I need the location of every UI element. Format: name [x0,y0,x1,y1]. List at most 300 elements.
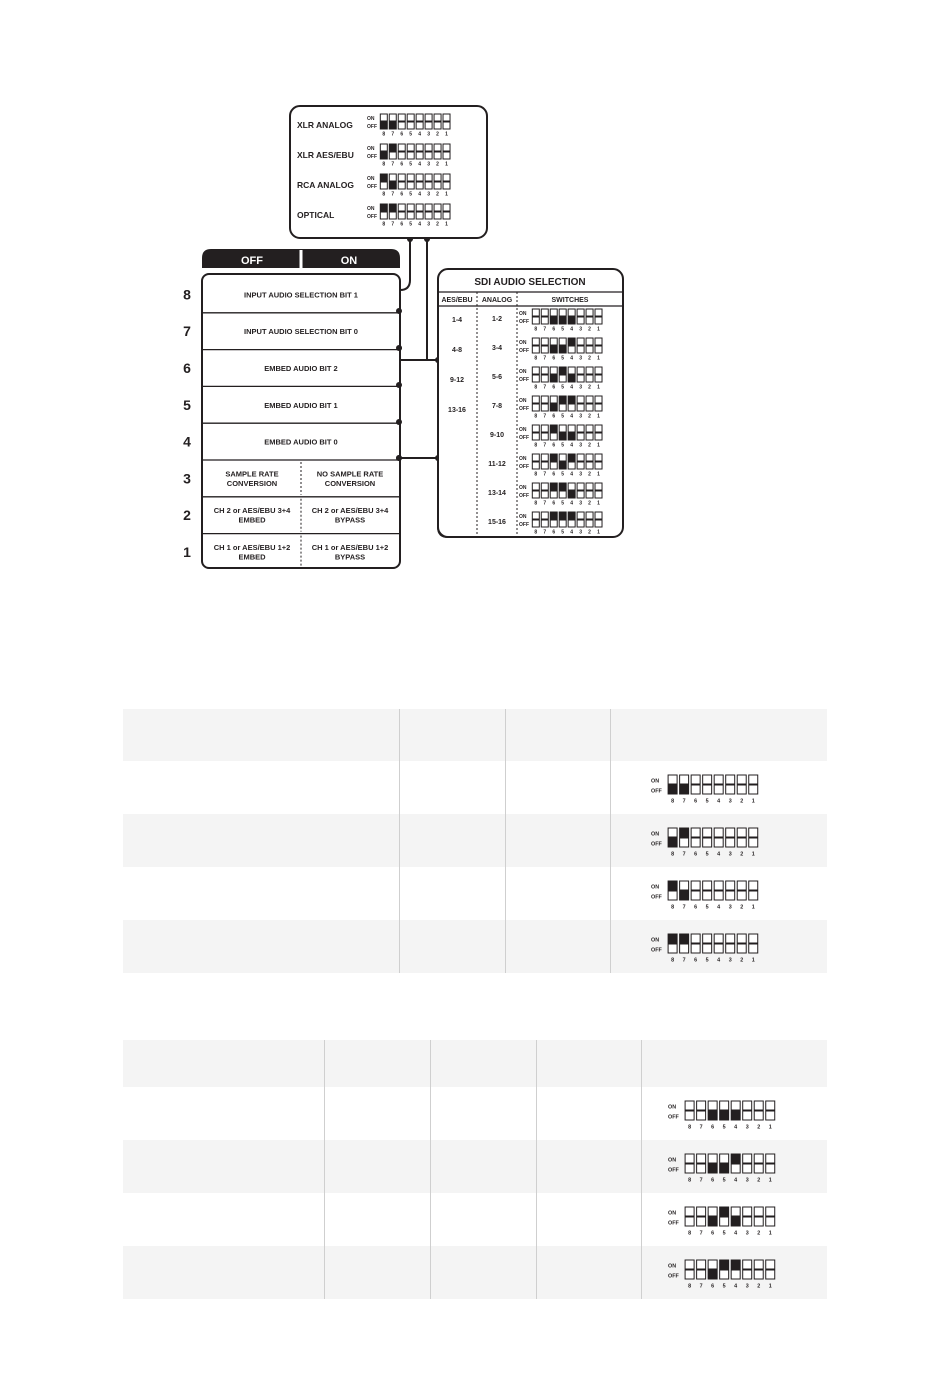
switch-on-description: NO SAMPLE RATE CONVERSION [316,469,384,488]
switch-off-cell [702,891,711,900]
switch-on-cell [708,1101,717,1110]
switch-number: 4 [570,326,574,333]
switch-number: 4 [733,1230,737,1237]
switch-on-cell [434,174,441,181]
off-label: OFF [367,213,377,220]
switch-number: 4 [716,904,720,911]
switch-off-cell [765,1217,774,1226]
switch-on-cell [559,425,566,432]
switch-on-cell [389,204,396,211]
switch-number: 4 [716,957,720,964]
switch-off-cell [425,122,432,129]
switch-number: 3 [579,413,582,420]
switch-off-cell [568,404,575,411]
off-label: OFF [519,434,529,441]
switch-off-cell [577,375,584,382]
switch-off-cell [754,1270,763,1279]
switch-off-cell [725,838,734,847]
switch-number: 6 [400,131,404,138]
switch-number: 3 [579,355,582,362]
switch-on-cell [550,425,557,432]
switch-off-cell [398,122,405,129]
switch-off-cell [559,520,566,527]
switch-number: 2 [436,221,439,228]
switch-on-cell [532,425,539,432]
switch-on-cell [668,934,677,943]
switch-off-cell [748,785,757,794]
on-label: ON [519,426,527,433]
off-label: OFF [519,318,529,325]
switch-number: 6 [693,798,697,805]
switch-number: 6 [693,851,697,858]
switch-number-label: 2 [183,507,191,524]
off-label: OFF [367,153,377,160]
switch-on-cell [532,396,539,403]
switch-number: 1 [768,1124,772,1131]
switch-off-cell [550,520,557,527]
switch-number: 8 [534,355,538,362]
switch-off-cell [577,317,584,324]
switch-number: 8 [534,500,538,507]
switch-off-cell [679,891,688,900]
switch-off-cell [586,491,593,498]
switch-off-cell [380,212,387,219]
switch-on-cell [541,425,548,432]
table-dip-switch [651,775,758,805]
switch-off-cell [532,433,539,440]
switch-off-cell [691,838,700,847]
switch-off-cell [559,491,566,498]
switch-on-cell [416,174,423,181]
switch-off-cell [568,375,575,382]
sdi-aes-value: 1-4 [451,317,463,324]
switch-number: 3 [745,1230,749,1237]
switch-number: 1 [597,326,600,333]
table-cell [641,1193,827,1246]
switch-number: 6 [552,442,556,449]
switch-off-cell [731,1164,740,1173]
switch-off-cell [691,891,700,900]
switch-on-cell [380,174,387,181]
switch-number: 7 [699,1177,703,1184]
switch-number: 8 [670,904,674,911]
on-label: ON [519,397,527,404]
switch-off-cell [595,462,602,469]
switch-number: 6 [552,500,556,507]
switch-on-cell [696,1260,705,1269]
table-dip-switch [668,1101,775,1131]
switch-number: 6 [552,471,556,478]
switch-off-cell [586,433,593,440]
switch-off-cell [577,491,584,498]
switch-on-cell [737,881,746,890]
switch-on-cell [754,1260,763,1269]
switch-off-cell [541,462,548,469]
switch-off-cell [765,1164,774,1173]
switch-off-cell [443,152,450,159]
dip-switch-graphic [611,867,841,920]
switch-on-cell [443,174,450,181]
on-label: ON [519,513,527,520]
table-cell [399,709,505,761]
switch-off-cell [737,944,746,953]
switch-number: 1 [768,1283,772,1290]
switch-number: 3 [745,1283,749,1290]
switch-on-cell [559,512,566,519]
switch-on-cell [719,1154,728,1163]
switch-off-cell [577,462,584,469]
switch-number: 4 [716,798,720,805]
sdi-selection-table [123,1040,827,1299]
switch-off-cell [586,317,593,324]
switch-off-cell [685,1164,694,1173]
switch-number: 2 [588,355,591,362]
table-cell [610,814,827,867]
switch-number: 4 [733,1283,737,1290]
table-cell [536,1193,641,1246]
on-label: ON [519,310,527,317]
switch-off-cell [541,433,548,440]
switch-number-label: 6 [183,360,191,376]
switch-number: 4 [733,1177,737,1184]
table-cell [123,1040,324,1087]
switch-off-cell [708,1111,717,1120]
switch-number: 2 [436,191,439,198]
switch-number: 3 [745,1124,749,1131]
switch-off-cell [702,785,711,794]
switch-on-cell [550,483,557,490]
switch-off-cell [754,1164,763,1173]
switch-number: 7 [391,161,395,168]
switch-on-cell [434,204,441,211]
switch-off-description: SAMPLE RATE CONVERSION [225,469,279,488]
switch-number: 2 [756,1283,760,1290]
table-dip-switch [651,881,758,911]
switch-on-cell [714,775,723,784]
switch-number: 6 [710,1124,714,1131]
switch-off-cell [731,1270,740,1279]
switch-on-cell [380,204,387,211]
table-cell [123,1193,324,1246]
switch-on-cell [577,425,584,432]
switch-off-cell [691,785,700,794]
switch-on-cell [685,1260,694,1269]
off-label: OFF [667,1220,679,1227]
switch-off-cell [380,122,387,129]
switch-number: 5 [409,131,413,138]
switch-off-cell [696,1111,705,1120]
off-label: OFF [519,405,529,412]
switch-on-cell [550,367,557,374]
switch-off-cell [407,212,414,219]
switch-number: 2 [588,471,591,478]
switch-on-cell [586,309,593,316]
switch-off-cell [754,1217,763,1226]
switch-on-cell [714,828,723,837]
switch-off-cell [696,1270,705,1279]
switch-number: 2 [739,851,743,858]
switch-on-cell [595,512,602,519]
switch-number: 8 [534,326,538,333]
switch-on-cell [586,512,593,519]
switch-on-cell [407,114,414,121]
switch-on-cell [754,1101,763,1110]
switch-number: 2 [588,442,591,449]
switch-off-cell [714,785,723,794]
switch-off-cell [702,838,711,847]
switch-on-cell [416,204,423,211]
sdi-header-analog: ANALOG [481,297,513,304]
switch-off-cell [550,491,557,498]
switch-number: 3 [579,529,582,536]
switch-number: 1 [597,471,600,478]
switch-on-cell [691,934,700,943]
switch-off-cell [398,212,405,219]
switch-number: 3 [728,904,732,911]
switch-number: 5 [409,161,413,168]
switch-on-cell [568,338,575,345]
switch-off-cell [702,944,711,953]
switch-number: 1 [597,529,600,536]
switch-on-cell [691,828,700,837]
switch-on-cell [577,396,584,403]
switch-on-cell [586,338,593,345]
switch-number: 6 [552,529,556,536]
switch-number: 5 [705,798,709,805]
switch-off-cell [425,182,432,189]
switch-off-cell [550,346,557,353]
switch-on-cell [568,425,575,432]
switch-off-cell [425,152,432,159]
switch-off-cell [434,152,441,159]
switch-number: 6 [400,221,404,228]
switch-on-cell [550,396,557,403]
on-label: ON [667,1104,676,1111]
switch-off-cell [685,1217,694,1226]
dip-switch-diagram [0,0,950,640]
switch-number: 2 [588,500,591,507]
switch-off-cell [725,785,734,794]
table-cell [505,814,610,867]
switch-off-cell [708,1217,717,1226]
table-row [123,1140,827,1193]
switch-on-cell [586,367,593,374]
on-label: ON [519,339,527,346]
switch-number: 7 [543,442,547,449]
off-label: OFF [519,347,529,354]
off-label: OFF [667,1273,679,1280]
switch-on-cell [725,828,734,837]
switch-on-cell [532,512,539,519]
switch-on-cell [568,367,575,374]
switch-number: 1 [445,131,448,138]
switch-off-cell [679,785,688,794]
switch-on-description: CH 1 or AES/EBU 1+2 BYPASS [311,543,389,562]
switch-on-cell [685,1154,694,1163]
switch-number: 8 [670,957,674,964]
switch-off-cell [550,433,557,440]
switch-number: 4 [716,851,720,858]
switch-on-cell [719,1101,728,1110]
table-cell [324,1246,430,1299]
input-type-label: XLR AES/EBU [297,150,354,160]
switch-on-cell [696,1154,705,1163]
switch-on-cell [568,396,575,403]
switch-off-cell [541,404,548,411]
switch-on-cell [559,454,566,461]
table-row [123,867,827,920]
switch-off-cell [742,1270,751,1279]
switch-on-cell [696,1101,705,1110]
switch-off-cell [568,462,575,469]
table-cell [505,867,610,920]
table-cell [324,1140,430,1193]
switch-on-cell [595,309,602,316]
sdi-aes-value: 4-8 [451,347,463,354]
switch-number: 5 [722,1124,726,1131]
header-off-label: OFF [241,255,263,267]
dip-switch-graphic [611,814,841,867]
switch-on-cell [668,881,677,890]
switch-on-cell [577,512,584,519]
switch-off-cell [568,346,575,353]
switch-on-cell [708,1260,717,1269]
switch-off-cell [731,1111,740,1120]
switch-off-cell [668,785,677,794]
table-cell [123,1087,324,1140]
table-row [123,814,827,867]
switch-off-cell [685,1270,694,1279]
switch-off-description: CH 1 or AES/EBU 1+2 EMBED [213,543,291,562]
table-cell [610,867,827,920]
switch-off-cell [748,944,757,953]
switch-on-cell [568,309,575,316]
switch-on-cell [725,775,734,784]
switch-off-cell [389,152,396,159]
switch-off-cell [725,891,734,900]
switch-off-cell [719,1270,728,1279]
switch-number: 7 [682,904,686,911]
switch-number: 5 [722,1283,726,1290]
switch-off-cell [708,1164,717,1173]
switch-on-cell [737,828,746,837]
switch-number: 3 [579,442,582,449]
switch-number-label: 1 [183,544,191,560]
switch-off-cell [541,491,548,498]
switch-number: 1 [597,384,600,391]
switch-off-cell [532,375,539,382]
switch-off-cell [559,404,566,411]
switch-number: 7 [543,384,547,391]
switch-number: 1 [751,904,755,911]
switch-off-cell [577,346,584,353]
switch-on-cell [541,396,548,403]
switch-number: 8 [382,221,386,228]
switch-on-cell [577,367,584,374]
off-label: OFF [519,492,529,499]
switch-on-cell [568,454,575,461]
table-cell [536,1040,641,1087]
switch-on-cell [586,454,593,461]
switch-on-cell [595,396,602,403]
switch-number: 7 [543,326,547,333]
switch-on-cell [691,881,700,890]
switch-number: 1 [751,798,755,805]
switch-off-cell [719,1111,728,1120]
switch-number: 3 [427,131,430,138]
table-cell [536,1246,641,1299]
switch-number: 6 [400,161,404,168]
switch-on-cell [380,114,387,121]
switch-number-label: 8 [183,286,191,303]
switch-on-cell [765,1101,774,1110]
switch-number: 8 [687,1124,691,1131]
switch-on-cell [595,425,602,432]
switch-on-cell [398,114,405,121]
switch-number: 7 [543,413,547,420]
switch-off-cell [568,317,575,324]
sdi-panel-title: SDI AUDIO SELECTION [474,277,586,288]
switch-number: 6 [552,413,556,420]
switch-off-cell [742,1164,751,1173]
connector-dots [396,236,441,461]
off-label: OFF [650,841,662,848]
switch-number: 8 [534,471,538,478]
switch-on-cell [389,144,396,151]
table-dip-switch [651,934,758,964]
switch-number: 2 [588,529,591,536]
switch-number: 5 [561,529,565,536]
table-cell [399,920,505,973]
table-cell [324,1193,430,1246]
switch-on-cell [559,367,566,374]
switch-off-cell [434,122,441,129]
switch-number: 5 [409,221,413,228]
switch-on-cell [595,454,602,461]
switch-on-cell [702,828,711,837]
switch-number: 5 [722,1230,726,1237]
switch-description: EMBED AUDIO BIT 2 [264,364,338,373]
switch-on-cell [425,144,432,151]
off-label: OFF [367,183,377,190]
table-dip-switch [668,1260,775,1290]
switch-off-cell [407,182,414,189]
switch-on-cell [754,1154,763,1163]
switch-on-cell [559,338,566,345]
switch-off-cell [434,182,441,189]
switch-number: 6 [552,384,556,391]
switch-off-cell [737,891,746,900]
on-label: ON [519,455,527,462]
input-type-label: XLR ANALOG [297,120,353,130]
switch-on-cell [742,1154,751,1163]
dip-switch-graphic [642,1246,872,1299]
switch-off-cell [719,1217,728,1226]
switch-on-cell [748,881,757,890]
switch-on-cell [765,1154,774,1163]
switch-on-cell [702,934,711,943]
on-label: ON [519,368,527,375]
switch-number: 7 [699,1283,703,1290]
switch-on-cell [568,512,575,519]
switch-on-cell [532,454,539,461]
switch-on-cell [668,775,677,784]
switch-on-cell [532,367,539,374]
switch-on-cell [398,144,405,151]
switch-on-cell [719,1260,728,1269]
switch-number: 6 [693,957,697,964]
switch-off-cell [559,433,566,440]
